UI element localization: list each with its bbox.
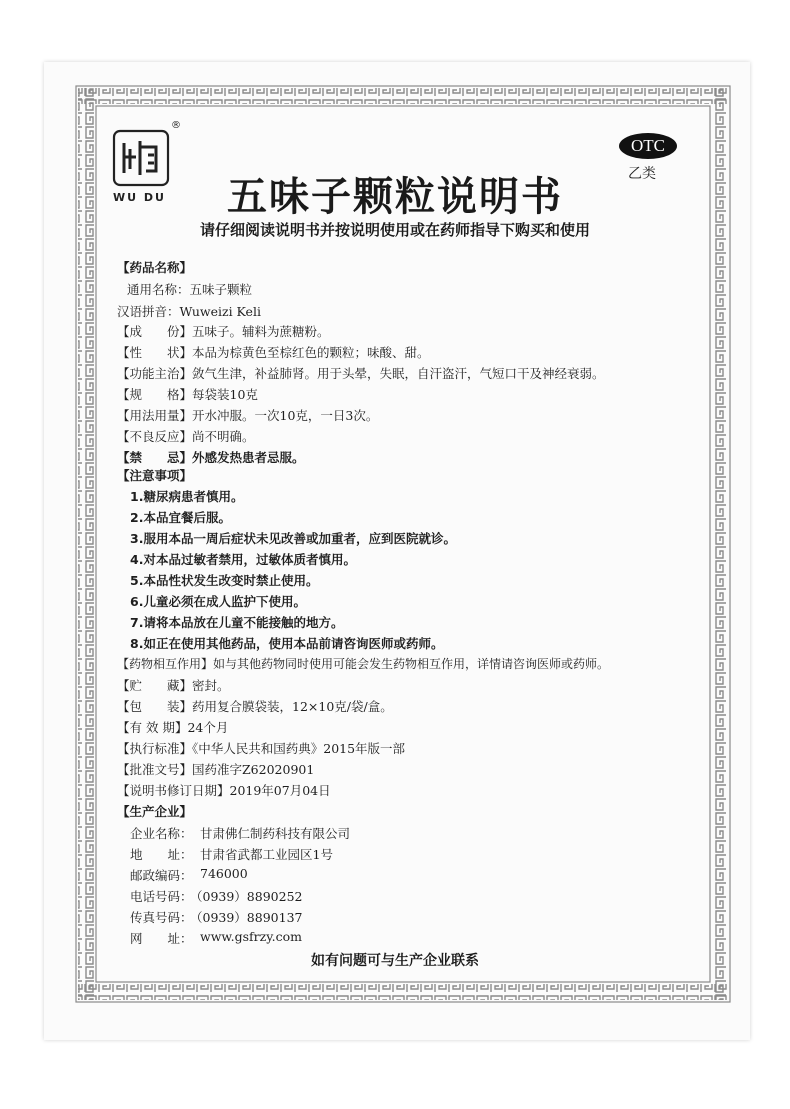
website-label: 网 址：	[130, 931, 193, 946]
precaution-item: 8.如正在使用其他药品，使用本品前请咨询医师或药师。	[130, 636, 444, 651]
description: 【性 状】本品为棕黄色至棕红色的颗粒；味酸、甜。	[117, 345, 430, 360]
otc-badge: OTC	[619, 133, 677, 159]
precaution-item: 1.糖尿病患者慎用。	[130, 489, 244, 504]
precautions-heading: 【注意事项】	[117, 468, 193, 483]
fax-value: （0939）8890137	[190, 910, 303, 925]
precaution-item: 3.服用本品一周后症状未见改善或加重者，应到医院就诊。	[130, 531, 456, 546]
manufacturer-name-label: 企业名称：	[130, 826, 193, 841]
precaution-item: 5.本品性状发生改变时禁止使用。	[130, 573, 319, 588]
validity: 【有 效 期】24个月	[117, 720, 229, 735]
website-value: www.gsfrzy.com	[200, 929, 302, 944]
revision-date: 【说明书修订日期】2019年07月04日	[117, 783, 331, 798]
execution-standard: 【执行标准】《中华人民共和国药典》2015年版一部	[117, 741, 406, 756]
postal-code-label: 邮政编码：	[130, 868, 193, 883]
address-value: 甘肃省武都工业园区1号	[200, 847, 333, 862]
postal-code-value: 746000	[200, 866, 248, 881]
registered-mark: ®	[171, 120, 181, 131]
dosage: 【用法用量】开水冲服。一次10克，一日3次。	[117, 408, 379, 423]
drug-interactions: 【药物相互作用】如与其他药物同时使用可能会发生药物相互作用，详情请咨询医师或药师。	[117, 657, 610, 671]
document-title: 五味子颗粒说明书	[227, 173, 563, 220]
address-label: 地 址：	[130, 847, 193, 862]
indications: 【功能主治】敛气生津，补益肺肾。用于头晕，失眠，自汗盗汗，气短口干及神经衰弱。	[117, 366, 605, 381]
generic-name: 通用名称：五味子颗粒	[127, 282, 253, 297]
fax-label: 传真号码：	[130, 910, 193, 925]
precaution-item: 4.对本品过敏者禁用，过敏体质者慎用。	[130, 552, 356, 567]
contraindications: 【禁 忌】外感发热患者忌服。	[117, 450, 305, 465]
brand-name: WU DU	[113, 191, 166, 204]
phone-value: （0939）8890252	[190, 889, 303, 904]
usage-warning: 请仔细阅读说明书并按说明使用或在药师指导下购买和使用	[199, 221, 590, 239]
phone-label: 电话号码：	[130, 889, 193, 904]
manufacturer-heading: 【生产企业】	[117, 804, 193, 819]
precaution-item: 6.儿童必须在成人监护下使用。	[130, 594, 306, 609]
specification: 【规 格】每袋装10克	[117, 387, 258, 402]
drug-name-heading: 【药品名称】	[117, 260, 193, 275]
package: 【包 装】药用复合膜袋装，12×10克/袋/盒。	[117, 699, 393, 714]
storage: 【贮 藏】密封。	[117, 678, 230, 693]
ingredients: 【成 份】五味子。辅料为蔗糖粉。	[117, 324, 330, 339]
precaution-item: 2.本品宜餐后服。	[130, 510, 231, 525]
approval-number: 【批准文号】国药准字Z62020901	[117, 762, 315, 777]
otc-class-label: 乙类	[628, 166, 656, 182]
manufacturer-name-value: 甘肃佛仁制药科技有限公司	[200, 826, 351, 841]
pinyin-name: 汉语拼音：Wuweizi Keli	[117, 304, 261, 319]
adverse-reactions: 【不良反应】尚不明确。	[117, 429, 255, 444]
contact-note: 如有问题可与生产企业联系	[311, 953, 479, 969]
precaution-item: 7.请将本品放在儿童不能接触的地方。	[130, 615, 344, 630]
